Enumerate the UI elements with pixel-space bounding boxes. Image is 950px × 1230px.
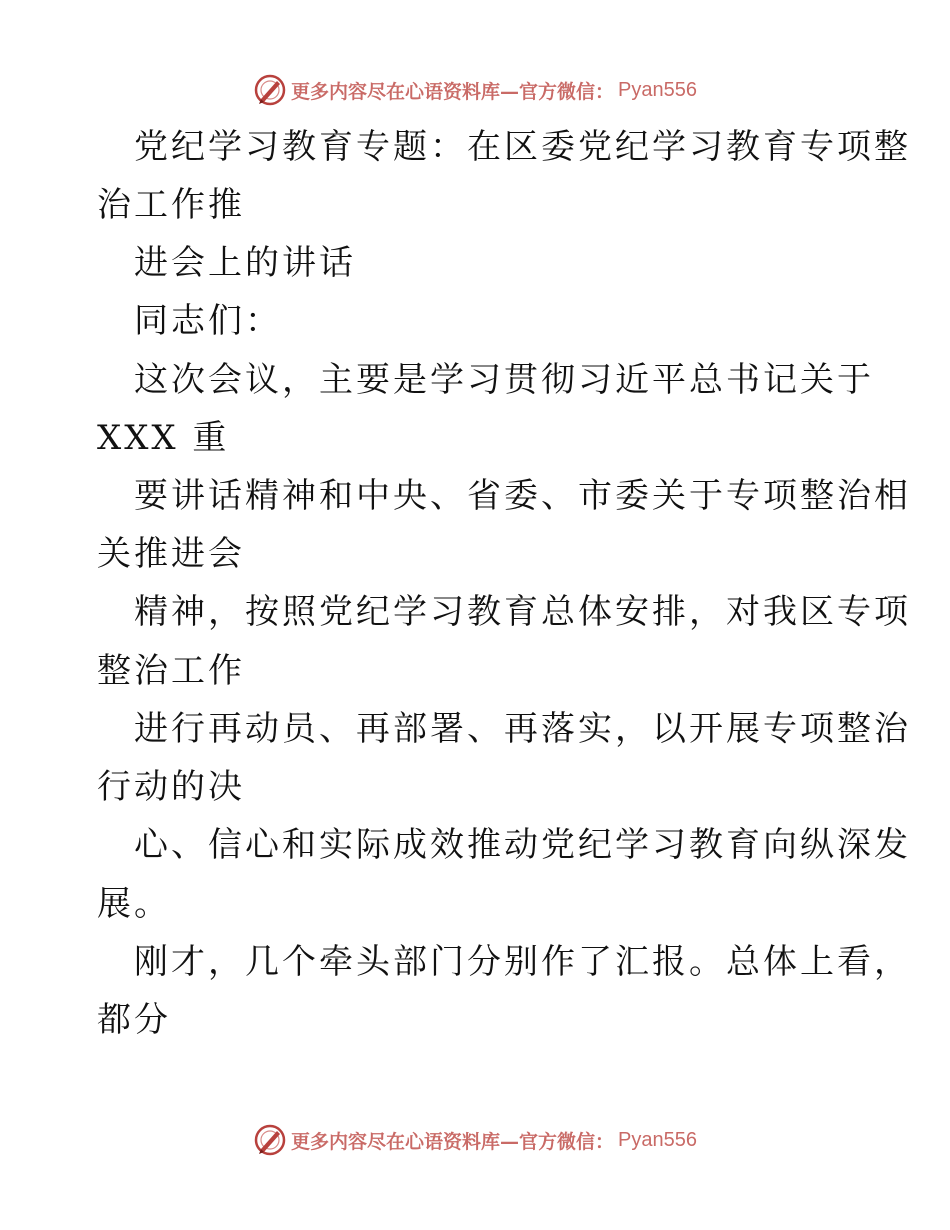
body-line: 整治工作 [97, 651, 245, 691]
body-line: 刚才，几个牵头部门分别作了汇报。总体上看， [134, 942, 911, 982]
body-line: 都分 [97, 1000, 171, 1040]
body-line: 治工作推 [97, 185, 245, 225]
body-line: 关推进会 [97, 534, 245, 574]
footer-watermark-banner [0, 1120, 950, 1160]
body-line: 展。 [97, 884, 171, 924]
body-line: XXX 重 [97, 418, 230, 458]
footer-banner-text: 更多内容尽在心语资料库—官方微信： [291, 1130, 615, 1153]
body-line: 心、信心和实际成效推动党纪学习教育向纵深发 [134, 825, 911, 865]
body-line: 精神，按照党纪学习教育总体安排，对我区专项 [134, 592, 911, 632]
body-line: 进会上的讲话 [134, 243, 356, 283]
pen-logo-icon [253, 73, 287, 107]
body-line: 同志们： [134, 301, 282, 341]
footer-banner-wechat-id: Pyan556 [618, 1128, 697, 1151]
body-line: 这次会议，主要是学习贯彻习近平总书记关于 [134, 360, 874, 400]
pen-logo-icon [253, 1123, 287, 1157]
body-line: 行动的决 [97, 767, 245, 807]
header-banner-text: 更多内容尽在心语资料库—官方微信： [291, 80, 615, 103]
header-banner-wechat-id: Pyan556 [618, 78, 697, 101]
header-watermark-banner [0, 70, 950, 110]
body-line: 要讲话精神和中央、省委、市委关于专项整治相 [134, 476, 911, 516]
body-line: 党纪学习教育专题：在区委党纪学习教育专项整 [134, 127, 911, 167]
body-line: 进行再动员、再部署、再落实，以开展专项整治 [134, 709, 911, 749]
